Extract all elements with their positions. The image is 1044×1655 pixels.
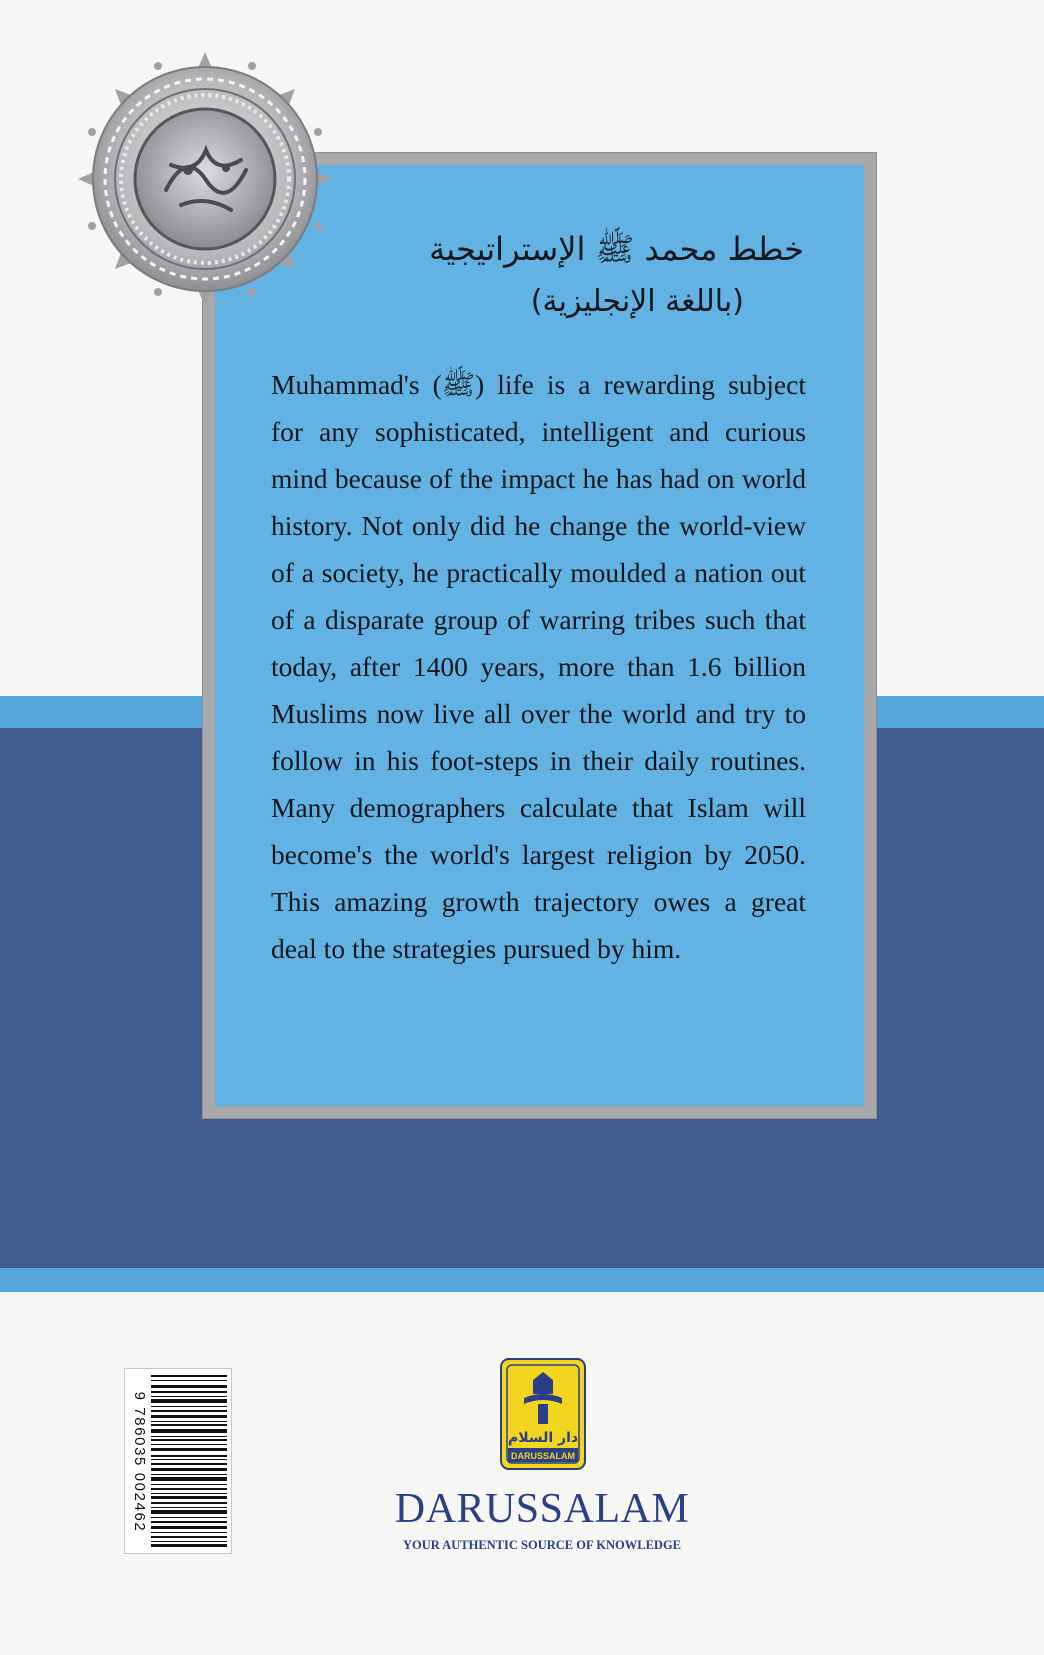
calligraphy-medallion-icon [76, 50, 334, 308]
publisher-tagline: YOUR AUTHENTIC SOURCE OF KNOWLEDGE [402, 1538, 682, 1552]
light-blue-band-bottom [0, 1268, 1044, 1292]
arabic-title: خطط محمد ﷺ الإستراتيجية [429, 230, 804, 268]
isbn-digits: 9 786035 002462 [131, 1391, 148, 1533]
isbn-barcode [124, 1368, 232, 1554]
arabic-subtitle: (باللغة الإنجليزية) [530, 284, 744, 319]
logo-latin-text: DARUSSALAM [511, 1451, 575, 1461]
barcode-bars-icon [151, 1375, 227, 1547]
blurb-text: Muhammad's (ﷺ) life is a rewarding subject for any sophisticated, intelligent and curious mind because of the impact he has had on world history. Not only did he change the world-view of a society, he practically moulded a nation out of a disparate group of warring tribes such that today, after 1400 years, more than 1.6 billion Muslims now live all over the world and try to follow in his foot-steps in their daily routines. Many demographers calculate that Islam will become's the world's largest religion by 2050. This amazing growth trajectory owes a great deal to the strategies pursued by him. [271, 369, 806, 964]
logo-arabic-text: دار السلام [507, 1430, 579, 1446]
darussalam-logo-icon [500, 1358, 586, 1470]
publisher-name: DARUSSALAM [394, 1486, 690, 1532]
